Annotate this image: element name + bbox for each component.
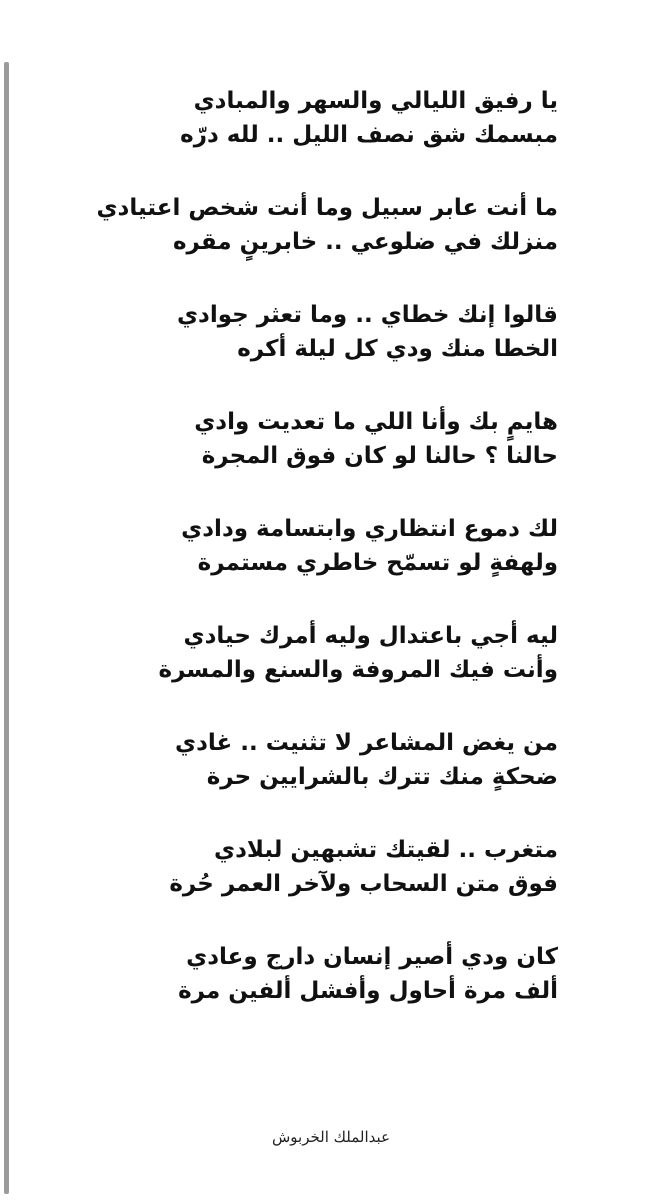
stanza-7 [30, 726, 558, 833]
author-signature: عبدالملك الخربوش [271, 1128, 391, 1146]
verse-line: حالنا ؟ حالنا لو كان فوق المجرة [201, 443, 558, 469]
verse-line: وأنت فيك المروفة والسنع والمسرة [158, 657, 558, 683]
verse-line: لك دموع انتظاري وابتسامة ودادي [181, 516, 558, 542]
stanza-6 [30, 619, 558, 726]
verse-line: ما أنت عابر سبيل وما أنت شخص اعتيادي [96, 195, 558, 221]
stanza-2 [30, 191, 558, 298]
verse-line: منزلك في ضلوعي .. خابرينٍ مقره [172, 229, 558, 255]
poem [30, 84, 558, 1047]
verse-line: كان ودي أصير إنسان دارج وعادي [186, 944, 558, 970]
verse-line: قالوا إنك خطاي .. وما تعثر جوادي [176, 302, 558, 328]
stanza-3 [30, 298, 558, 405]
verse-line: من يغض المشاعر لا تثنيت .. غادي [175, 730, 558, 756]
stanza-1 [30, 84, 558, 191]
verse-line: متغرب .. لقيتك تشبهين لبلادي [214, 837, 558, 863]
stanza-5 [30, 512, 558, 619]
stanza-9 [30, 940, 558, 1047]
verse-line: ولهفةٍ لو تسمّح خاطري مستمرة [197, 550, 558, 576]
verse-line: ضحكةٍ منك تترك بالشرايين حرة [206, 764, 558, 790]
verse-line: هايمٍ بك وأنا اللي ما تعديت وادي [194, 409, 558, 435]
verse-line: ألف مرة أحاول وأفشل ألفين مرة [178, 978, 558, 1004]
verse-line: الخطا منك ودي كل ليلة أكره [237, 336, 558, 362]
stanza-8 [30, 833, 558, 940]
verse-line: يا رفيق الليالي والسهر والمبادي [193, 88, 558, 114]
verse-line: فوق متن السحاب ولآخر العمر حُرة [169, 871, 558, 897]
verse-line: ليه أجي باعتدال وليه أمرك حيادي [183, 623, 558, 649]
stanza-4 [30, 405, 558, 512]
scrollbar[interactable] [4, 62, 9, 1194]
verse-line: مبسمك شق نصف الليل .. لله درّه [180, 122, 558, 148]
